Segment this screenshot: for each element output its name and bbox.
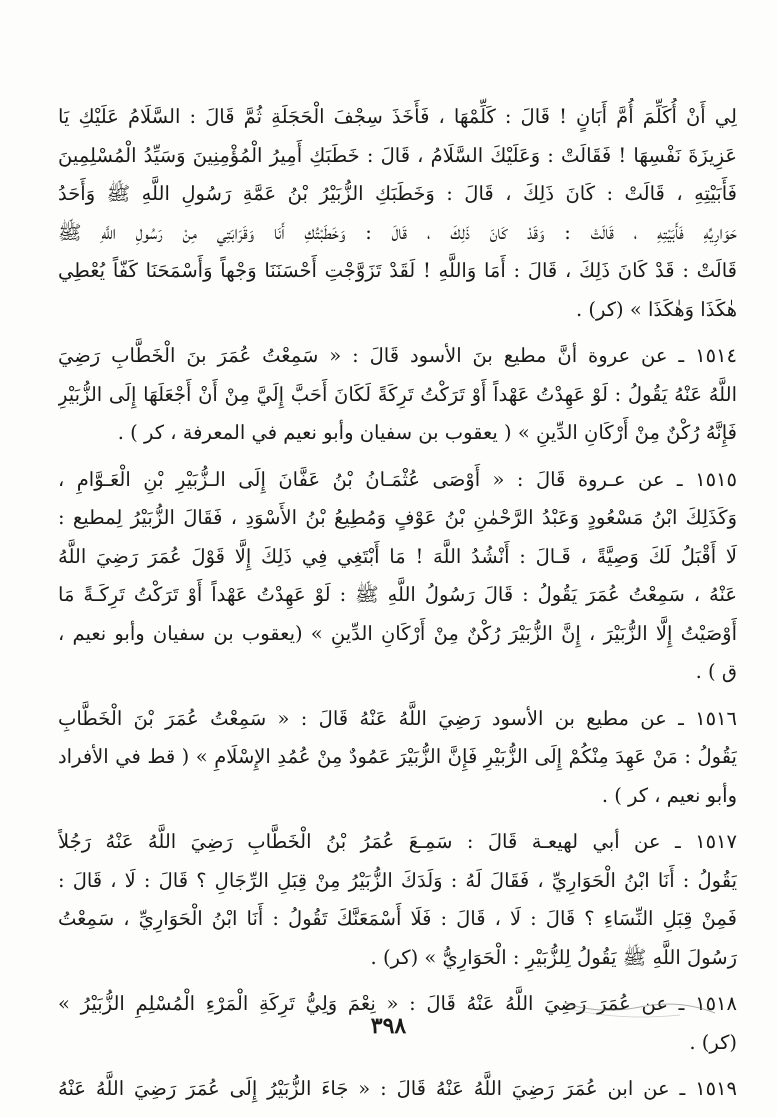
text-line: عَنْهُ ، سَمِعْتُ عُمَرَ يَقُولُ : قَالَ رَسُولُ اللَّهِ ﷺ : لَوْ عَهِدْتُ عَهْداً أَوْ تَرَكْتُ تَرِكَـةً مَا [58,583,737,606]
text-line: ١٥١٧ ـ عن أبي لهيعـة قَالَ : سَمِـعَ عُمَرُ بْنُ الْخَطَّابِ رَضِيَ اللَّهُ عَنْهُ رَجُلاً [58,830,737,853]
hadith-1515 [58,461,737,692]
text-line: ١٥١٨ ـ عن عُمَرَ رَضِيَ اللَّهُ عَنْهُ قَالَ : « نِعْمَ وَلِيُّ تَرِكَةِ الْمَرْءِ الْمُسْلِمِ الزُّبَيْرُ » [58,992,737,1015]
text-line: قَالَتْ : قَدْ كَانَ ذَلِكَ ، قَالَ : أَمَا وَاللَّهِ ! لَقَدْ تَزَوَّجْتِ أَحْسَنَنَا وَجْهاً وَأَسْمَحَنَا كَفّاً يُعْطِي [58,259,737,282]
text-line: فَمِنْ قِبَلِ النِّسَاءِ ؟ قَالَ : لَا ، قَالَ : فَلَا أَسْمَعَنَّكَ تَقُولُ : أَنَا ابْنُ الْحَوَارِيِّ ، سَمِعْتُ [58,907,737,930]
text-line: أَوْصَيْتُ إِلَّا الزُّبَيْرَ ، إِنَّ الزُّبَيْرَ رُكْنٌ مِنْ أَرْكَانِ الدِّينِ » (يعقوب بن سفيان وأبو نعيم ، [58,621,737,645]
text-line: وَكَذَلِكَ ابْنُ مَسْعُودٍ وَعَبْدُ الرَّحْمٰنِ بْنُ عَوْفٍ وَمُطِيعُ بْنُ الأَسْوَدِ ، فَقَالَ الزُّبَيْرُ لِمطيع : [58,506,737,529]
text-line: ١٥١٥ ـ عن عـروة قَالَ : « أَوْصَى عُثْمَـانُ بْنُ عَفَّانَ إِلَى الـزُّبَيْرِ بْنِ الْعَـوَّامِ ، [58,467,737,491]
text-line: يَقُولُ : أَنَا ابْنُ الْحَوَارِيِّ ، فَقَالَ لَهُ : وَلَدَكَ الزُّبَيْرُ مِنْ قِبَلِ الرِّجَالِ ؟ قَالَ : لَا ، قَالَ : [58,868,737,892]
text-line: فَإِنَّهُ رُكْنٌ مِنْ أَرْكَانِ الدِّينِ » ( يعقوب بن سفيان وأبو نعيم في المعرفة ، كر ) . [117,421,737,444]
hadith-1514 [58,337,737,453]
text-line: اللَّهُ عَنْهُ يَقُولُ : لَوْ عَهِدْتُ عَهْداً أَوْ تَرَكْتُ تَرِكَةً لَكَانَ أَحَبَّ إِلَيَّ مِنْ أَنْ أَجْعَلَهَا إِلَى الزُّبَيْرِ [58,382,737,406]
text-line: ١٥١٩ ـ عن ابن عُمَرَ رَضِيَ اللَّهُ عَنْهُ قَالَ : « جَاءَ الزُّبَيْرُ إِلَى عُمَرَ رَضِيَ اللَّهُ عَنْهُ [58,1077,737,1100]
text-line: حَوَارِيِّهِ فَأَبَيْتِهِ ، قَالَتْ : وَقَدْ كَانَ ذَلِكَ ، قَالَ : وَخَطَبْتُكِ أَنَا وَقَرَابَتِي مِنْ رَسُولِ اللَّهِ ﷺ [58,220,737,244]
paragraph-continuation [58,98,737,329]
text-line: ق ) . [695,660,737,683]
text-line: هٰكَذَا وَهٰكَذَا » (كر) . [575,297,737,321]
hadith-1519 [58,1070,737,1109]
hadith-text-block [58,98,737,1117]
text-line: (كر) . [689,1030,737,1054]
text-line: عَزِيزَةَ نَفْسِهَا ! فَقَالَتْ : وَعَلَيْكَ السَّلَامُ ، قَالَ : خَطَبَكِ أَمِيرُ الْمُؤْمِنِينَ وَسَيِّدُ الْمُسْلِمِينَ [58,143,737,167]
text-line: رَسُولَ اللَّهِ ﷺ يَقُولُ لِلزُّبَيْرِ : الْحَوَارِيُّ » (كر) . [370,945,737,969]
text-line: وأبو نعيم ، كر ) . [601,783,737,807]
text-line: لِي أَنْ أُكَلِّمَ أُمَّ أَبَانٍ ! قَالَ : كَلِّمْهَا ، فَأَخَذَ سِجْفَ الْحَجَلَةِ ثُمَّ قَالَ : السَّلَامُ عَلَيْكِ يَا [58,105,737,128]
text-line: لَا أَقْبَلُ لَكَ وَصِيَّةً ، قَـالَ : أَنْشُدُ اللَّهَ ! مَا أَبْتَغِي فِي ذَلِكَ إِلَّا قَوْلَ عُمَرَ رَضِيَ اللَّهُ [58,544,737,568]
page-number: ٣٩٨ [370,1013,407,1039]
text-line: يَقُولُ : مَنْ عَهِدَ مِنْكُمْ إِلَى الزُّبَيْرِ فَإِنَّ الزُّبَيْرَ عَمُودٌ مِنْ عُمُدِ الإِسْلَامِ » ( قط في الأفراد [58,745,737,768]
text-line: ١٥١٦ ـ عن مطيع بن الأسود رَضِيَ اللَّهُ عَنْهُ قَالَ : « سَمِعْتُ عُمَرَ بْنَ الْخَطَّابِ [58,706,737,730]
text-line: فَأَبَيْتِهِ ، قَالَتْ : كَانَ ذَلِكَ ، قَالَ : وَخَطَبَكِ الزُّبَيْرُ بْنُ عَمَّةِ رَسُولِ اللَّهِ ﷺ وَأَحَدُ [58,182,737,205]
hadith-1516 [58,700,737,816]
hadith-1517 [58,823,737,977]
text-line: ١٥١٤ ـ عن عروة أنَّ مطيع بنَ الأسود قَالَ : « سَمِعْتُ عُمَرَ بنَ الْخَطَّابِ رَضِيَ [58,344,737,367]
